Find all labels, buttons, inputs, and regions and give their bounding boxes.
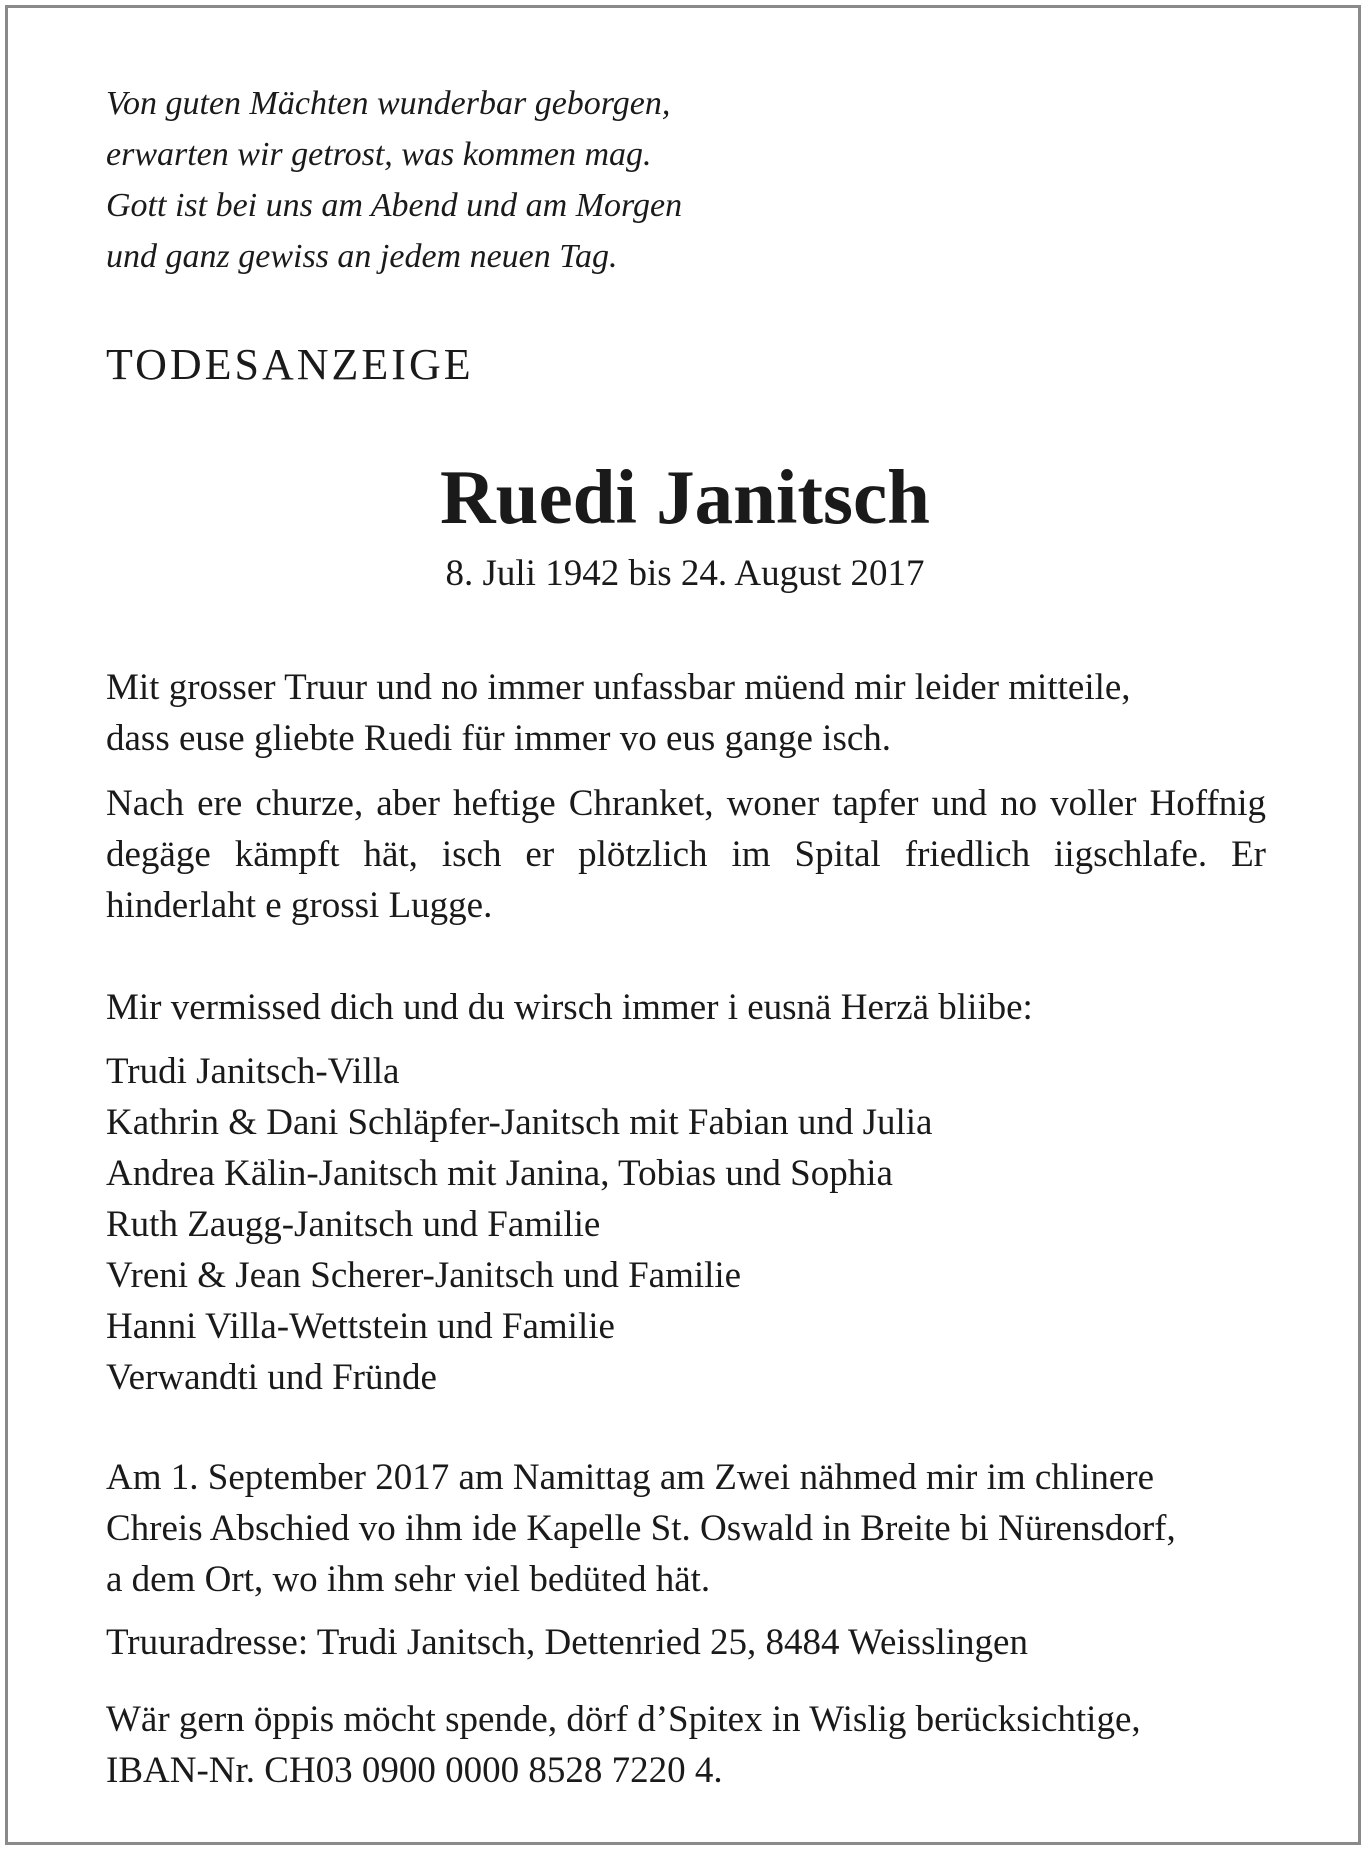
ceremony-paragraph — [106, 1452, 1266, 1605]
mourners-intro: Mir vermissed dich und du wirsch immer i eusnä Herzä bliibe: — [106, 987, 1033, 1028]
mourners-list — [106, 1046, 1266, 1403]
poem-line: erwarten wir getrost, was kommen mag. — [106, 136, 652, 173]
mourner-entry: Verwandti und Fründe — [106, 1357, 437, 1398]
illness-paragraph: Nach ere churze, aber heftige Chranket, woner tapfer und no voller Hoffnig degäge kämpft hät, isch er plötzlich im Spital friedlich iigschlafe. Er hinderlaht e grossi Lugge. — [106, 783, 1266, 926]
life-dates: 8. Juli 1942 bis 24. August 2017 — [445, 553, 925, 594]
mourner-entry: Vreni & Jean Scherer-Janitsch und Familie — [106, 1255, 742, 1296]
text-line: Am 1. September 2017 am Namittag am Zwei nähmed mir im chlinere — [106, 1457, 1155, 1498]
announcement-paragraph — [106, 662, 1266, 764]
text-line: IBAN-Nr. CH03 0900 0000 8528 7220 4. — [106, 1750, 723, 1791]
mourner-entry: Hanni Villa-Wettstein und Familie — [106, 1306, 615, 1347]
donation-paragraph — [106, 1694, 1266, 1796]
mourner-entry: Trudi Janitsch-Villa — [106, 1051, 400, 1092]
notice-heading: TODESANZEIGE — [106, 340, 474, 389]
poem-line: Von guten Mächten wunderbar geborgen, — [106, 85, 671, 122]
text-line: dass euse gliebte Ruedi für immer vo eus gange isch. — [106, 718, 892, 759]
poem-line: und ganz gewiss an jedem neuen Tag. — [106, 238, 618, 275]
text-line: a dem Ort, wo ihm sehr viel bedüted hät. — [106, 1559, 711, 1600]
text-line: Chreis Abschied vo ihm ide Kapelle St. Oswald in Breite bi Nürensdorf, — [106, 1508, 1176, 1549]
mourning-address: Truuradresse: Trudi Janitsch, Dettenried 25, 8484 Weisslingen — [106, 1622, 1028, 1663]
deceased-name: Ruedi Janitsch — [440, 454, 930, 540]
mourner-entry: Ruth Zaugg-Janitsch und Familie — [106, 1204, 601, 1245]
mourner-entry: Andrea Kälin-Janitsch mit Janina, Tobias und Sophia — [106, 1153, 893, 1194]
mourner-entry: Kathrin & Dani Schläpfer-Janitsch mit Fabian und Julia — [106, 1102, 933, 1143]
poem-verse — [106, 78, 682, 282]
poem-line: Gott ist bei uns am Abend und am Morgen — [106, 187, 683, 224]
text-line: Mit grosser Truur und no immer unfassbar müend mir leider mitteile, — [106, 667, 1131, 708]
text-line: Wär gern öppis möcht spende, dörf d’Spitex in Wislig berücksichtige, — [106, 1699, 1141, 1740]
